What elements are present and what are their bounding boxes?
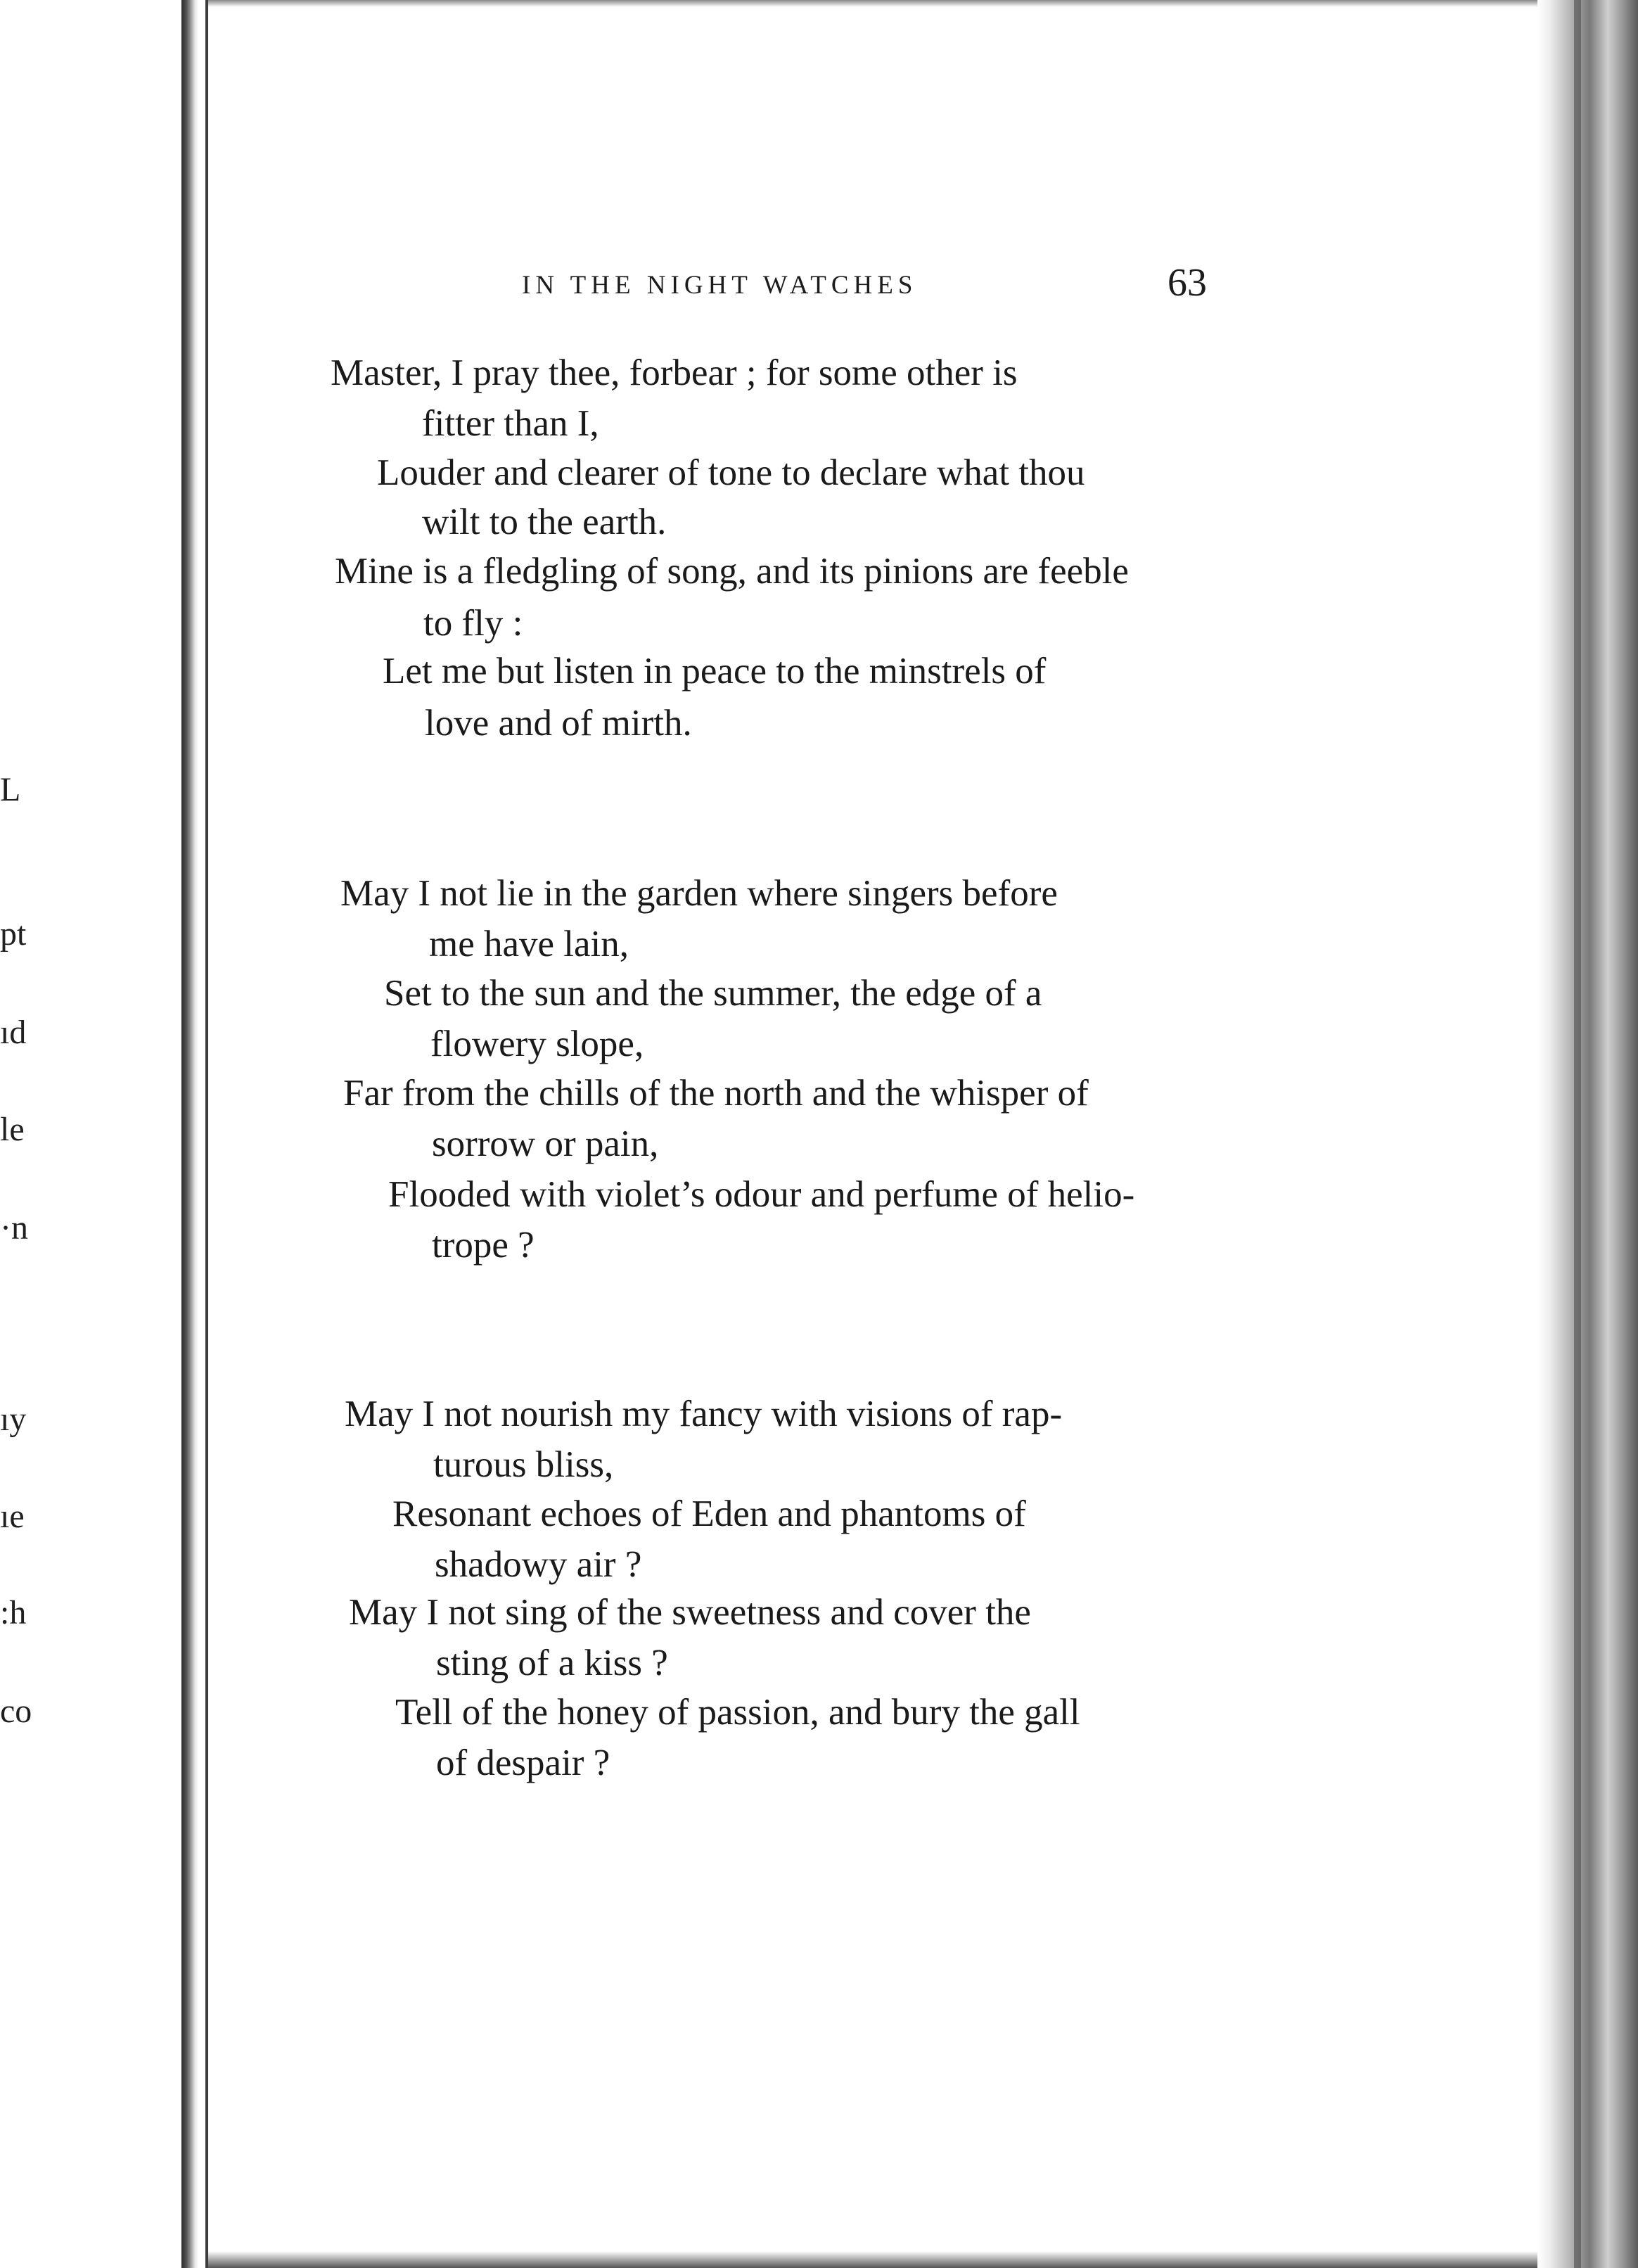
- verse-line: me have lain,: [429, 924, 629, 964]
- verse-line: trope ?: [432, 1225, 535, 1266]
- verse-line: Set to the sun and the summer, the edge of a: [384, 973, 1042, 1014]
- facing-page-fragment: L: [0, 771, 21, 808]
- verse-line: Let me but listen in peace to the minstrels of: [383, 651, 1047, 692]
- verse-line: Master, I pray thee, forbear ; for some other is: [331, 352, 1018, 393]
- running-head: IN THE NIGHT WATCHES: [522, 271, 918, 300]
- facing-page-edge: [0, 0, 184, 2268]
- facing-page-fragment: co: [0, 1693, 32, 1730]
- verse-line: fitter than I,: [422, 403, 599, 444]
- verse-line: Mine is a fledgling of song, and its pinions are feeble: [335, 551, 1129, 592]
- verse-line: Far from the chills of the north and the whisper of: [343, 1073, 1089, 1114]
- verse-line: May I not sing of the sweetness and cover the: [349, 1592, 1031, 1633]
- page-top-edge: [208, 0, 1537, 7]
- verse-line: Tell of the honey of passion, and bury the gall: [395, 1692, 1080, 1733]
- verse-line: sting of a kiss ?: [436, 1643, 668, 1683]
- facing-page-fragment: pt: [0, 915, 27, 953]
- facing-page-fragment: ıy: [0, 1401, 27, 1438]
- page-bottom-edge: [208, 2251, 1537, 2268]
- verse-line: shadowy air ?: [435, 1544, 642, 1585]
- page-stack-shadow: [1574, 0, 1581, 2268]
- book-gutter-line: [205, 0, 208, 2268]
- page-stack-edge: [1537, 0, 1638, 2268]
- verse-line: May I not lie in the garden where singers before: [340, 873, 1058, 914]
- verse-line: to fly :: [423, 603, 523, 644]
- facing-page-fragment: ıd: [0, 1014, 27, 1051]
- verse-line: Louder and clearer of tone to declare what thou: [377, 452, 1085, 493]
- verse-line: love and of mirth.: [425, 703, 692, 744]
- verse-line: May I not nourish my fancy with visions of rap-: [345, 1394, 1063, 1434]
- page-number: 63: [1167, 261, 1207, 305]
- verse-line: Resonant echoes of Eden and phantoms of: [392, 1493, 1026, 1534]
- verse-line: Flooded with violet’s odour and perfume of helio-: [388, 1174, 1135, 1215]
- verse-line: sorrow or pain,: [432, 1123, 659, 1164]
- verse-line: flowery slope,: [430, 1024, 644, 1064]
- facing-page-fragment: ·n: [0, 1209, 28, 1247]
- verse-line: of despair ?: [436, 1743, 610, 1783]
- book-gutter-shadow: [181, 0, 198, 2268]
- facing-page-fragment: :h: [0, 1594, 27, 1631]
- verse-line: turous bliss,: [433, 1444, 614, 1485]
- facing-page-fragment: le: [0, 1111, 25, 1148]
- facing-page-fragment: ıe: [0, 1498, 25, 1535]
- verse-line: wilt to the earth.: [422, 502, 667, 542]
